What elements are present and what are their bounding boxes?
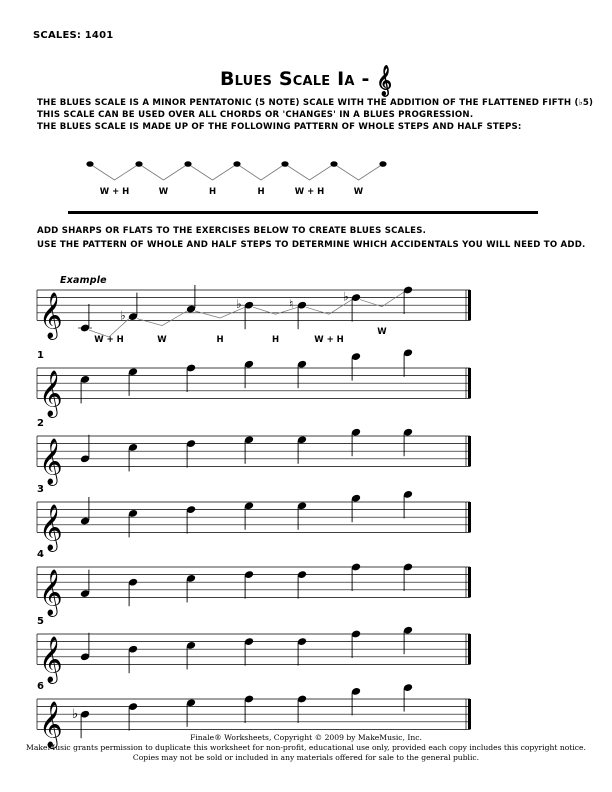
final-barline-thick — [468, 290, 471, 320]
treble-clef-icon: 𝄞 — [39, 701, 63, 748]
treble-clef-icon: 𝄞 — [376, 66, 393, 96]
final-barline-thick — [468, 502, 471, 532]
example-step-label: H — [271, 335, 280, 345]
permission-line: MakeMusic grants permission to duplicate this worksheet for non-profit, educational use only, provided each copy includes this copyright notice. — [26, 743, 586, 752]
intro-line-3: THE BLUES SCALE IS MADE UP OF THE FOLLOWING PATTERN OF WHOLE STEPS AND HALF STEPS: — [37, 122, 522, 132]
accidental: ♭ — [236, 297, 242, 312]
instruction-line-1: ADD SHARPS OR FLATS TO THE EXERCISES BELOW TO CREATE BLUES SCALES. — [37, 226, 427, 236]
accidental: ♭ — [343, 289, 349, 304]
exercise-number: 3 — [37, 484, 45, 495]
accidental: ♮ — [289, 297, 294, 312]
example-step-label: W + H — [94, 335, 124, 345]
final-barline-thick — [468, 368, 471, 398]
exercise-number: 1 — [37, 350, 45, 361]
instruction-line-2: USE THE PATTERN OF WHOLE AND HALF STEPS TO DETERMINE WHICH ACCIDENTALS YOU WILL NEED TO ADD. — [37, 240, 586, 250]
treble-clef-icon: 𝄞 — [39, 504, 63, 551]
treble-clef-icon: 𝄞 — [39, 636, 63, 683]
page-title — [0, 62, 612, 96]
pattern-step-label: W + H — [294, 187, 325, 197]
pattern-note-3 — [184, 161, 191, 167]
exercise-staff-1 — [0, 352, 612, 417]
worksheet-code: SCALES: 1401 — [33, 30, 114, 41]
final-barline-thick — [468, 436, 471, 466]
intro-line-2: THIS SCALE CAN BE USED OVER ALL CHORDS OR 'CHANGES' IN A BLUES PROGRESSION. — [37, 110, 474, 120]
final-barline-thick — [468, 699, 471, 729]
pattern-note-1 — [86, 161, 93, 167]
example-label: Example — [60, 275, 107, 286]
final-barline-thick — [468, 567, 471, 597]
exercise-number: 6 — [37, 681, 45, 692]
divider-line — [68, 211, 538, 214]
pattern-note-2 — [135, 161, 142, 167]
example-step-label: H — [216, 335, 224, 345]
pattern-note-5 — [281, 161, 288, 167]
exercise-number: 2 — [37, 418, 45, 429]
final-barline-thick — [468, 634, 471, 664]
restriction-line: Copies may not be sold or included in any materials offered for sale to the general public. — [132, 753, 480, 762]
exercise-number: 5 — [37, 616, 45, 627]
pattern-note-4 — [233, 161, 240, 167]
treble-clef-icon: 𝄞 — [39, 370, 63, 417]
pattern-note-7 — [379, 161, 386, 167]
title-text: Blues Scale Ia - — [219, 68, 370, 90]
accidental: ♭ — [72, 707, 79, 723]
pattern-step-label: H — [257, 187, 265, 197]
pattern-step-label: W — [158, 187, 169, 197]
intro-line-1: THE BLUES SCALE IS A MINOR PENTATONIC (5 NOTE) SCALE WITH THE ADDITION OF THE FLATTENED FIFTH (♭5) — [37, 98, 594, 108]
pattern-note-6 — [330, 161, 337, 167]
example-step-label: W — [157, 335, 167, 345]
pattern-step-label: W — [353, 187, 364, 197]
exercise-staff-3 — [0, 486, 612, 551]
pattern-step-label: H — [208, 187, 217, 197]
pattern-step-label: W + H — [99, 187, 130, 197]
step-pattern-diagram — [0, 150, 612, 210]
treble-clef-icon: 𝄞 — [39, 569, 63, 616]
example-step-label: W + H — [314, 335, 344, 345]
example-step-label: W — [377, 327, 387, 337]
example-staff — [0, 270, 612, 350]
exercise-staff-4 — [0, 551, 612, 616]
footer — [0, 733, 612, 763]
accidental: ♭ — [120, 308, 126, 323]
exercise-number: 4 — [37, 549, 45, 560]
exercise-staff-5 — [0, 618, 612, 683]
treble-clef-icon: 𝄞 — [39, 292, 63, 339]
exercise-staff-2 — [0, 420, 612, 485]
treble-clef-icon: 𝄞 — [39, 438, 63, 485]
copyright-line: Finale® Worksheets, Copyright © 2009 by MakeMusic, Inc. — [190, 733, 422, 742]
